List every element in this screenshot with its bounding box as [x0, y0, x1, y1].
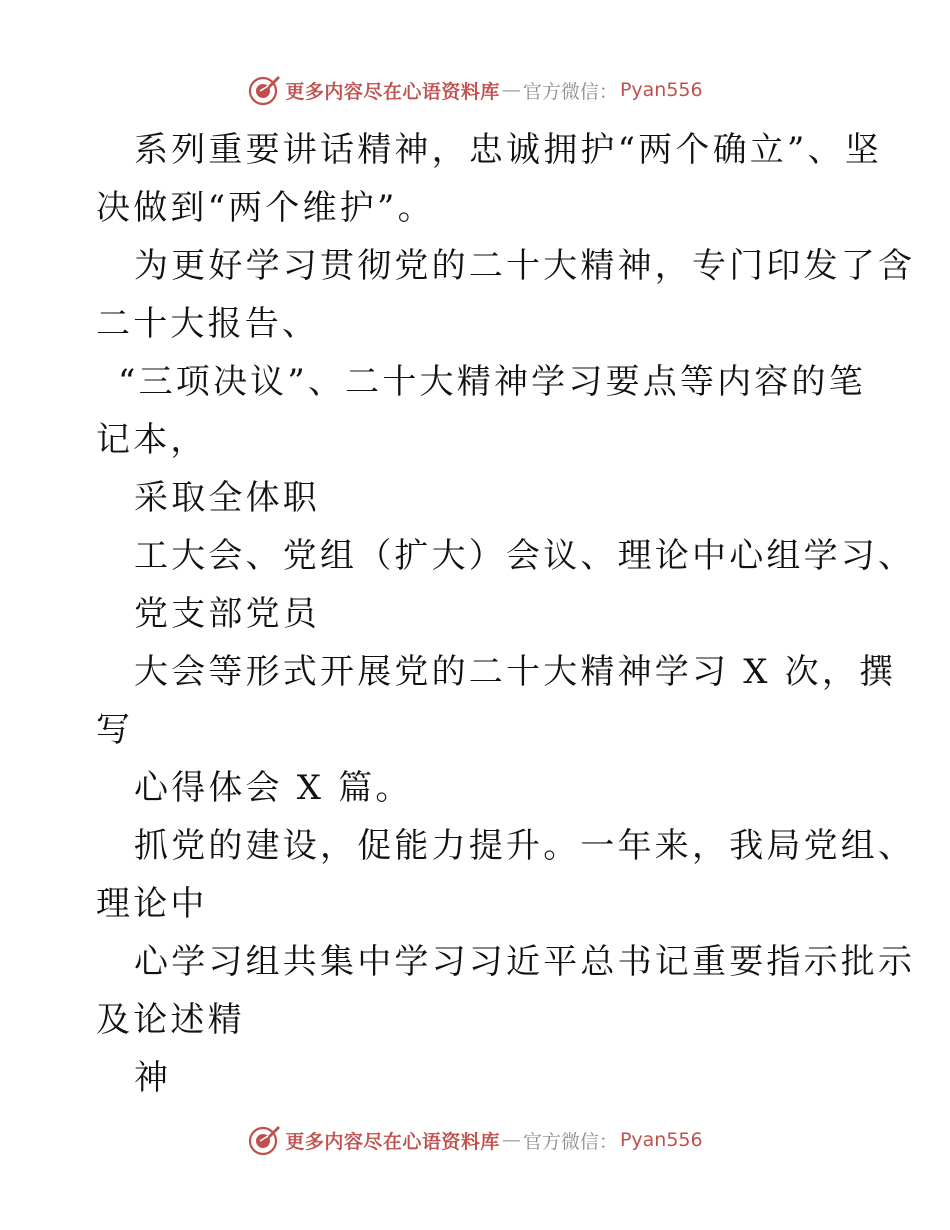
text-line: 写 [96, 710, 134, 750]
watermark-wechat-label: 官方微信： [522, 80, 618, 103]
text-line: 及论述精 [96, 1000, 245, 1040]
text-line: 系列重要讲话精神，忠诚拥护“两个确立”、坚 [134, 130, 882, 170]
text-line: “三项决议”、二十大精神学习要点等内容的笔 [118, 362, 866, 402]
watermark-brand: 更多内容尽在心语资料库 [285, 80, 500, 103]
watermark-dash: — [501, 1129, 521, 1151]
text-line: 二十大报告、 [96, 304, 320, 344]
footer-watermark [0, 1120, 950, 1160]
text-line: 抓党的建设，促能力提升。一年来，我局党组、 [134, 826, 916, 866]
text-line: 理论中 [96, 884, 208, 924]
quill-seal-icon [247, 1123, 281, 1157]
watermark-wechat-id: Pyan556 [619, 79, 703, 101]
text-line: 记本， [96, 420, 208, 460]
watermark-wechat-label: 官方微信： [522, 1130, 618, 1153]
text-line: 党支部党员 [134, 594, 320, 634]
watermark-brand: 更多内容尽在心语资料库 [285, 1130, 500, 1153]
watermark-wechat-id: Pyan556 [619, 1129, 703, 1151]
document-body [96, 121, 916, 1107]
quill-seal-icon [247, 73, 281, 107]
watermark-dash: — [501, 79, 521, 101]
text-line: 心学习组共集中学习习近平总书记重要指示批示 [134, 942, 916, 982]
text-line: 神 [134, 1058, 172, 1098]
text-line: 大会等形式开展党的二十大精神学习 X 次，撰 [134, 652, 897, 692]
text-line: 工大会、党组（扩大）会议、理论中心组学习、 [134, 536, 916, 576]
text-line: 采取全体职 [134, 478, 320, 518]
text-line: 心得体会 X 篇。 [134, 768, 413, 808]
text-line: 为更好学习贯彻党的二十大精神，专门印发了含 [134, 246, 916, 286]
text-line: 决做到“两个维护”。 [96, 188, 435, 228]
header-watermark [0, 70, 950, 110]
